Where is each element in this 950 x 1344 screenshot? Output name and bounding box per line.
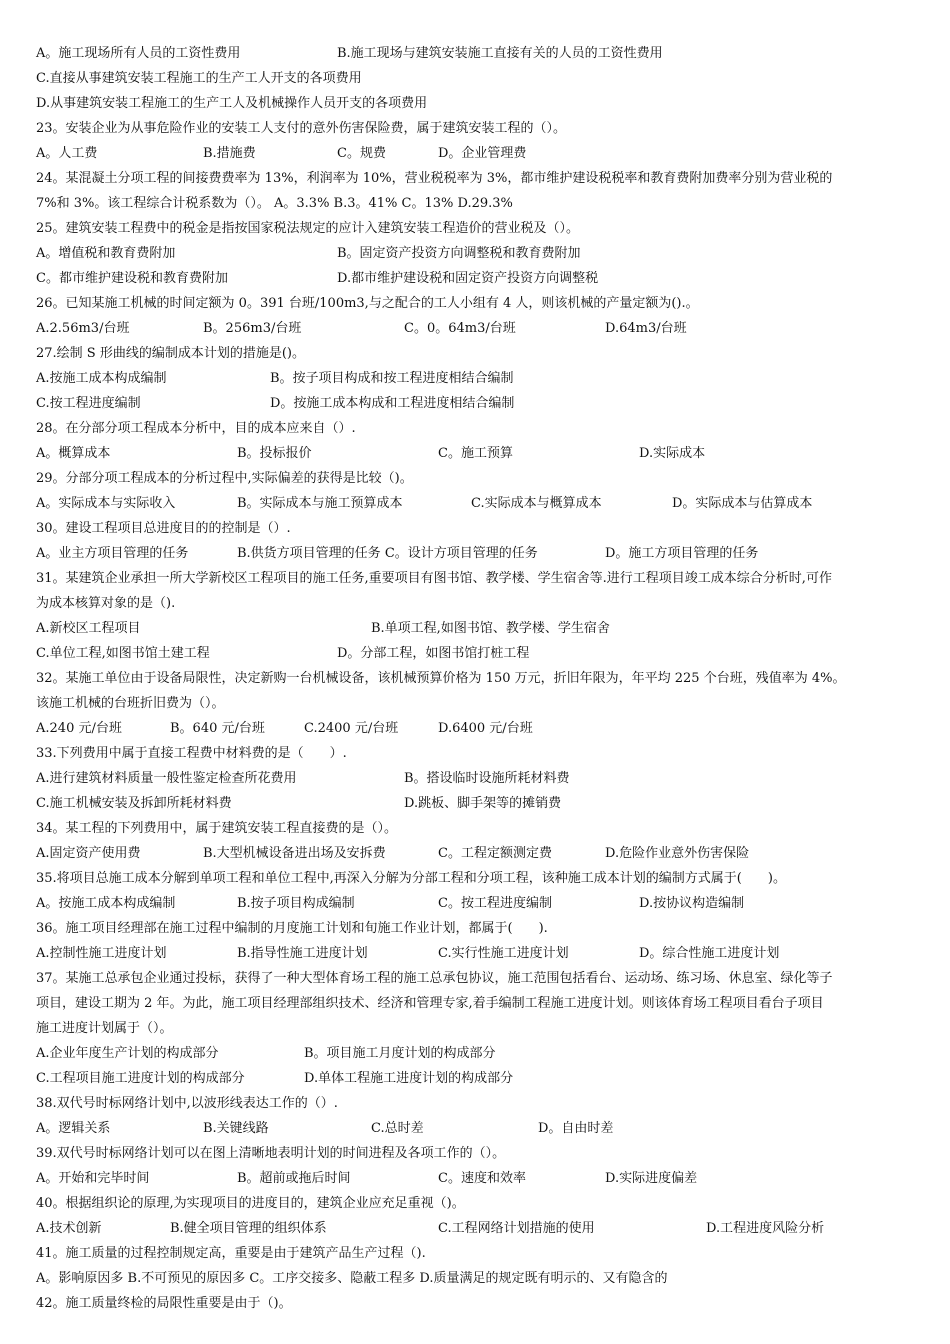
text-line	[36, 1141, 916, 1166]
line-segment: D.单体工程施工进度计划的构成部分	[304, 1071, 514, 1086]
line-segment: C。都市维护建设税和教育费附加	[36, 271, 228, 286]
text-line	[36, 1191, 916, 1216]
text-line	[36, 616, 916, 641]
line-segment: C.总时差	[371, 1121, 424, 1136]
line-segment: A。业主方项目管理的任务	[36, 546, 189, 561]
line-segment: 23。安装企业为从事危险作业的安装工人支付的意外伤害保险费，属于建筑安装工程的（）。	[36, 121, 567, 136]
line-segment: 31。某建筑企业承担一所大学新校区工程项目的施工任务,重要项目有图书馆、教学楼、学生宿舍等.进行工程项目竣工成本综合分析时,可作	[36, 571, 832, 586]
line-segment: B。搭设临时设施所耗材料费	[404, 771, 570, 786]
line-segment: 26。已知某施工机械的时间定额为 0。391 台班/100m3,与之配合的工人小组有 4 人，则该机械的产量定额为().。	[36, 296, 699, 311]
line-segment: C.实行性施工进度计划	[438, 946, 569, 961]
text-line	[36, 491, 916, 516]
line-segment: A。按施工成本构成编制	[36, 896, 176, 911]
text-line	[36, 916, 916, 941]
line-segment: A。开始和完毕时间	[36, 1171, 150, 1186]
line-segment: B.措施费	[203, 146, 256, 161]
line-segment: D。按施工成本构成和工程进度相结合编制	[270, 396, 515, 411]
text-line	[36, 91, 916, 116]
text-line	[36, 1291, 916, 1316]
text-line	[36, 1016, 916, 1041]
line-segment: D.从事建筑安装工程施工的生产工人及机械操作人员开支的各项费用	[36, 96, 428, 111]
document-page	[36, 41, 916, 1316]
text-line	[36, 116, 916, 141]
text-line	[36, 1241, 916, 1266]
text-line	[36, 341, 916, 366]
line-segment: A.240 元/台班	[36, 721, 122, 736]
line-segment: A。实际成本与实际收入	[36, 496, 176, 511]
line-segment: 33.下列费用中属于直接工程费中材料费的是（ ）.	[36, 746, 347, 761]
line-segment: 30。建设工程项目总进度目的的控制是（）.	[36, 521, 291, 536]
line-segment: C。0。64m3/台班	[404, 321, 516, 336]
line-segment: C.施工机械安装及拆卸所耗材料费	[36, 796, 232, 811]
line-segment: C.工程项目施工进度计划的构成部分	[36, 1071, 245, 1086]
line-segment: D。综合性施工进度计划	[639, 946, 780, 961]
line-segment: A.固定资产使用费	[36, 846, 141, 861]
line-segment: C。工程定额测定费	[438, 846, 552, 861]
line-segment: A。逻辑关系	[36, 1121, 111, 1136]
text-line	[36, 566, 916, 591]
line-segment: B。按子项目构成和按工程进度相结合编制	[270, 371, 514, 386]
text-line	[36, 991, 916, 1016]
line-segment: C。施工预算	[438, 446, 513, 461]
line-segment: D.64m3/台班	[605, 321, 687, 336]
line-segment: C.直接从事建筑安装工程施工的生产工人开支的各项费用	[36, 71, 362, 86]
line-segment: B.健全项目管理的组织体系	[170, 1221, 327, 1236]
line-segment: B.单项工程,如图书馆、教学楼、学生宿舍	[371, 621, 610, 636]
text-line	[36, 591, 916, 616]
line-segment: B.供货方项目管理的任务 C。设计方项目管理的任务	[237, 546, 538, 561]
text-line	[36, 466, 916, 491]
line-segment: 34。某工程的下列费用中，属于建筑安装工程直接费的是（）。	[36, 821, 398, 836]
line-segment: 40。根据组织论的原理,为实现项目的进度目的，建筑企业应充足重视（)。	[36, 1196, 465, 1211]
line-segment: A.控制性施工进度计划	[36, 946, 167, 961]
text-line	[36, 391, 916, 416]
text-line	[36, 841, 916, 866]
line-segment: 42。施工质量终检的局限性重要是由于（)。	[36, 1296, 292, 1311]
line-segment: 7%和 3%。该工程综合计税系数为（）。 A。3.3% B.3。41% C。13% D.29.3%	[36, 196, 513, 211]
text-line	[36, 866, 916, 891]
line-segment: D.都市维护建设税和固定资产投资方向调整税	[337, 271, 599, 286]
line-segment: B。超前或拖后时间	[237, 1171, 351, 1186]
text-line	[36, 666, 916, 691]
line-segment: 24。某混凝土分项工程的间接费费率为 13%，利润率为 10%，营业税税率为 3%，都市维护建设税税率和教育费附加费率分别为营业税的	[36, 171, 833, 186]
text-line	[36, 41, 916, 66]
line-segment: A。增值税和教育费附加	[36, 246, 176, 261]
line-segment: D.工程进度风险分析	[706, 1221, 825, 1236]
line-segment: D.实际成本	[639, 446, 706, 461]
line-segment: 25。建筑安装工程费中的税金是指按国家税法规定的应计入建筑安装工程造价的营业税及（）。	[36, 221, 580, 236]
line-segment: 35.将项目总施工成本分解到单项工程和单位工程中,再深入分解为分部工程和分项工程，该种施工成本计划的编制方式属于( )。	[36, 871, 786, 886]
line-segment: A。概算成本	[36, 446, 111, 461]
line-segment: D。分部工程，如图书馆打桩工程	[337, 646, 530, 661]
text-line	[36, 316, 916, 341]
text-line	[36, 816, 916, 841]
line-segment: 29。分部分项工程成本的分析过程中,实际偏差的获得是比较（)。	[36, 471, 413, 486]
line-segment: 为成本核算对象的是（).	[36, 596, 176, 611]
line-segment: D。自由时差	[538, 1121, 614, 1136]
line-segment: A.企业年度生产计划的构成部分	[36, 1046, 219, 1061]
line-segment: D.实际进度偏差	[605, 1171, 698, 1186]
line-segment: D。实际成本与估算成本	[672, 496, 813, 511]
line-segment: A.按施工成本构成编制	[36, 371, 167, 386]
line-segment: A.进行建筑材料质量一般性鉴定检查所花费用	[36, 771, 297, 786]
line-segment: B.施工现场与建筑安装施工直接有关的人员的工资性费用	[337, 46, 663, 61]
line-segment: 37。某施工总承包企业通过投标，获得了一种大型体育场工程的施工总承包协议，施工范围包括看台、运动场、练习场、休息室、绿化等子	[36, 971, 833, 986]
text-line	[36, 1066, 916, 1091]
line-segment: B。固定资产投资方向调整税和教育费附加	[337, 246, 581, 261]
line-segment: B.指导性施工进度计划	[237, 946, 368, 961]
line-segment: B.大型机械设备进出场及安拆费	[203, 846, 386, 861]
text-line	[36, 66, 916, 91]
line-segment: C.工程网络计划措施的使用	[438, 1221, 595, 1236]
line-segment: 该施工机械的台班折旧费为（）。	[36, 696, 225, 711]
text-line	[36, 1216, 916, 1241]
line-segment: A。施工现场所有人员的工资性费用	[36, 46, 241, 61]
line-segment: 39.双代号时标网络计划可以在图上清晰地表明计划的时间进程及各项工作的（）。	[36, 1146, 506, 1161]
text-line	[36, 766, 916, 791]
line-segment: 28。在分部分项工程成本分析中，目的成本应来自（）.	[36, 421, 356, 436]
text-line	[36, 641, 916, 666]
line-segment: C。规费	[337, 146, 386, 161]
text-line	[36, 366, 916, 391]
line-segment: C.2400 元/台班	[304, 721, 399, 736]
text-line	[36, 191, 916, 216]
text-line	[36, 1166, 916, 1191]
line-segment: B.关键线路	[203, 1121, 269, 1136]
line-segment: A.技术创新	[36, 1221, 102, 1236]
line-segment: B.按子项目构成编制	[237, 896, 355, 911]
text-line	[36, 541, 916, 566]
text-line	[36, 141, 916, 166]
line-segment: 41。施工质量的过程控制规定高，重要是由于建筑产品生产过程（).	[36, 1246, 426, 1261]
text-line	[36, 516, 916, 541]
text-line	[36, 416, 916, 441]
line-segment: D.按协议构造编制	[639, 896, 745, 911]
text-line	[36, 966, 916, 991]
line-segment: C。按工程进度编制	[438, 896, 552, 911]
line-segment: 27.绘制 S 形曲线的编制成本计划的措施是()。	[36, 346, 305, 361]
text-line	[36, 1091, 916, 1116]
line-segment: D。施工方项目管理的任务	[605, 546, 759, 561]
text-line	[36, 791, 916, 816]
line-segment: C.按工程进度编制	[36, 396, 141, 411]
line-segment: B。640 元/台班	[170, 721, 265, 736]
line-segment: D。企业管理费	[438, 146, 527, 161]
line-segment: B。实际成本与施工预算成本	[237, 496, 403, 511]
text-line	[36, 1116, 916, 1141]
line-segment: C。速度和效率	[438, 1171, 526, 1186]
text-line	[36, 891, 916, 916]
line-segment: A.新校区工程项目	[36, 621, 141, 636]
line-segment: 38.双代号时标网络计划中,以波形线表达工作的（）.	[36, 1096, 338, 1111]
line-segment: 项目，建设工期为 2 年。为此，施工项目经理部组织技术、经济和管理专家,着手编制工程施工进度计划。则该体育场工程项目看台子项目	[36, 996, 824, 1011]
line-segment: A。人工费	[36, 146, 98, 161]
line-segment: B。投标报价	[237, 446, 312, 461]
line-segment: 36。施工项目经理部在施工过程中编制的月度施工计划和旬施工作业计划，都属于( ).	[36, 921, 548, 936]
text-line	[36, 716, 916, 741]
line-segment: D.6400 元/台班	[438, 721, 533, 736]
text-line	[36, 241, 916, 266]
text-line	[36, 1266, 916, 1291]
line-segment: B。项目施工月度计划的构成部分	[304, 1046, 496, 1061]
text-line	[36, 941, 916, 966]
text-line	[36, 166, 916, 191]
line-segment: C.实际成本与概算成本	[471, 496, 602, 511]
text-line	[36, 1041, 916, 1066]
line-segment: 施工进度计划属于（）。	[36, 1021, 173, 1036]
text-line	[36, 441, 916, 466]
line-segment: A。影响原因多 B.不可预见的原因多 C。工序交接多、隐蔽工程多 D.质量满足的规定既有明示的、又有隐含的	[36, 1271, 668, 1286]
line-segment: C.单位工程,如图书馆土建工程	[36, 646, 210, 661]
text-line	[36, 266, 916, 291]
line-segment: 32。某施工单位由于设备局限性，决定新购一台机械设备，该机械预算价格为 150 万元，折旧年限为，年平均 225 个台班，残值率为 4%。	[36, 671, 846, 686]
line-segment: A.2.56m3/台班	[36, 321, 130, 336]
line-segment: D.跳板、脚手架等的摊销费	[404, 796, 562, 811]
text-line	[36, 216, 916, 241]
text-line	[36, 691, 916, 716]
text-line	[36, 291, 916, 316]
line-segment: B。256m3/台班	[203, 321, 302, 336]
line-segment: D.危险作业意外伤害保险	[605, 846, 750, 861]
text-line	[36, 741, 916, 766]
